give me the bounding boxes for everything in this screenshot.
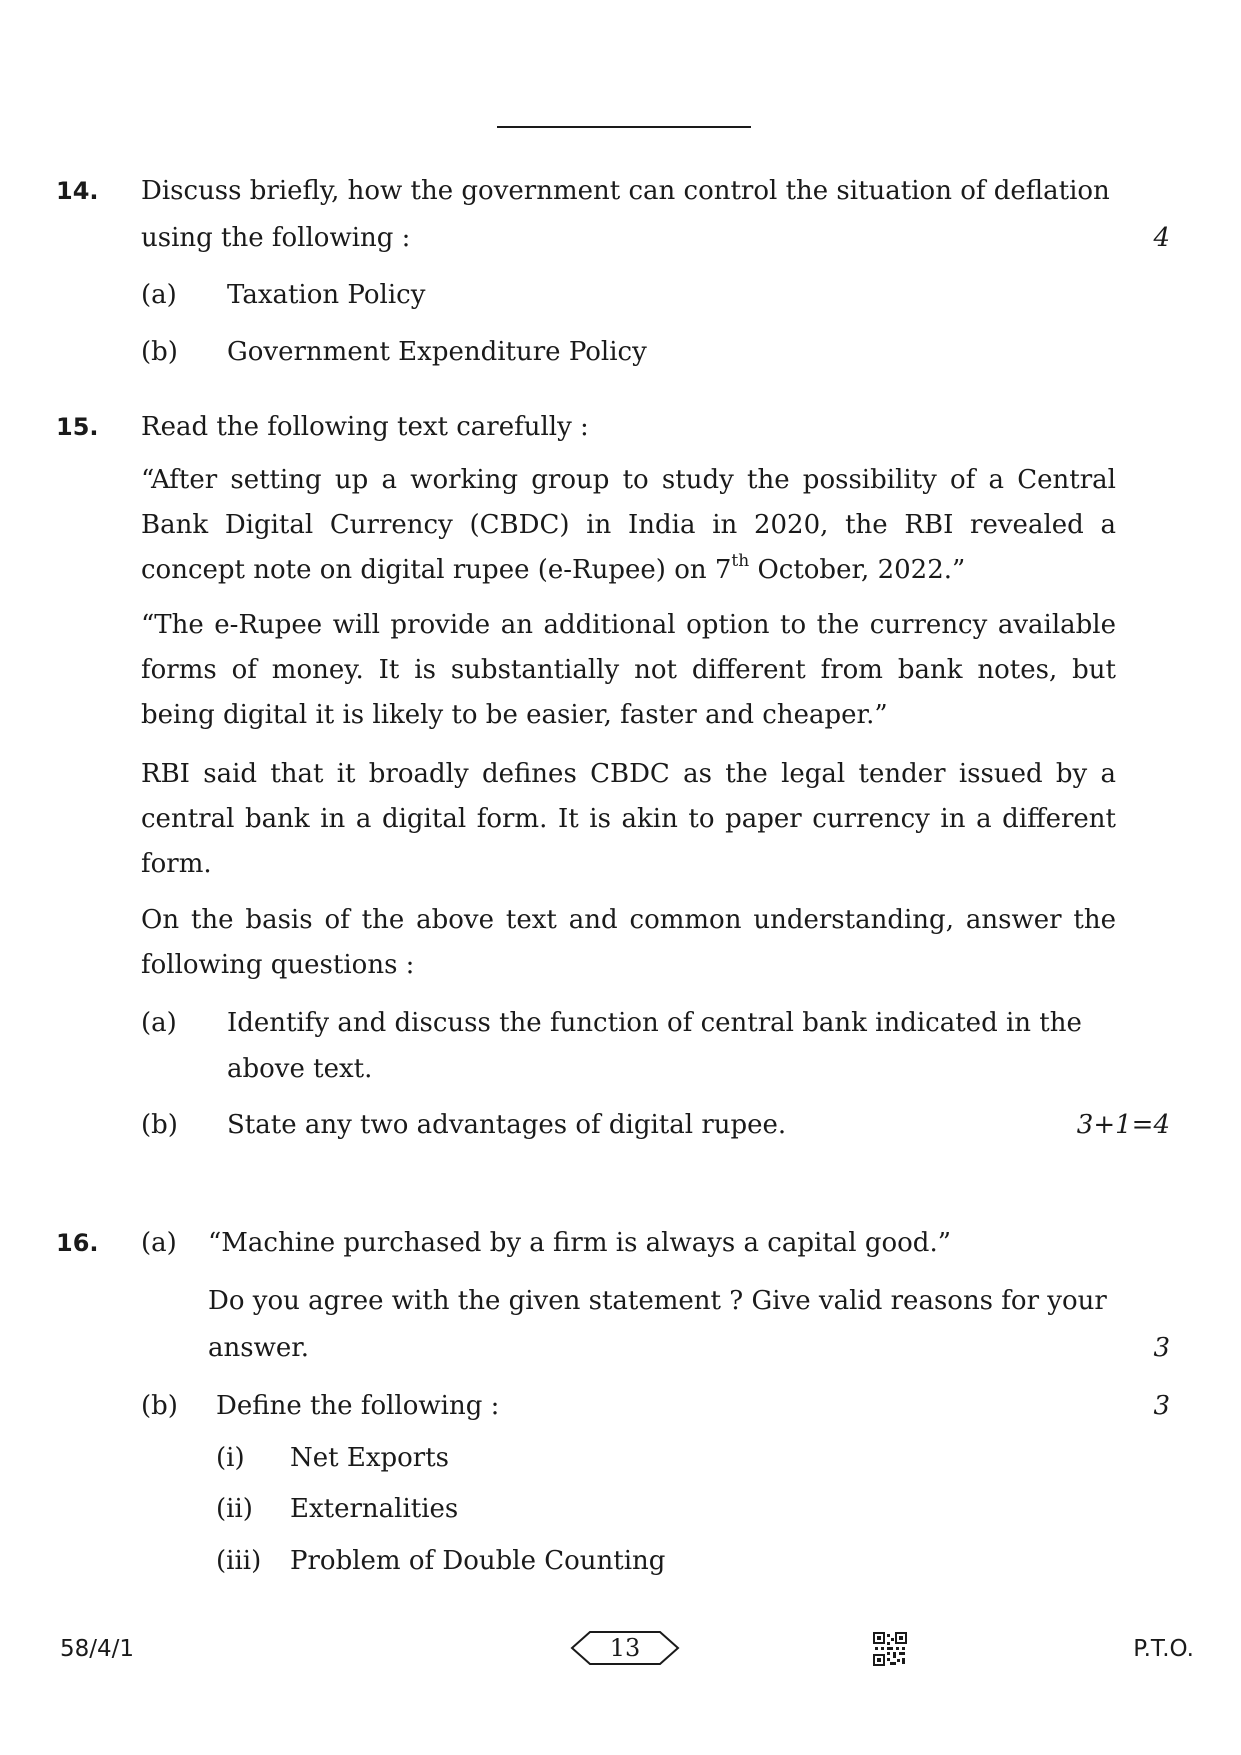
q16-b-label: (b) xyxy=(141,1391,178,1421)
q15-p1-justified: “After setting up a working group to study the possibility of a Central Bank Digital Currency (CBDC) in India in 2020, the RBI revealed a xyxy=(141,465,1116,540)
q16-sub-i-text: Net Exports xyxy=(290,1443,450,1473)
q16-number: 16. xyxy=(56,1229,99,1257)
q15-b-text: State any two advantages of digital rupee. xyxy=(227,1110,787,1140)
page-number: 13 xyxy=(609,1634,641,1662)
q14-item-b-text: Government Expenditure Policy xyxy=(227,337,647,367)
q14-item-a-label: (a) xyxy=(141,280,177,310)
top-rule xyxy=(497,126,751,128)
q15-p4-justified: On the basis of the above text and common understanding, answer the xyxy=(141,905,1116,935)
q15-a-label: (a) xyxy=(141,1008,177,1038)
page-number-badge xyxy=(570,1630,680,1666)
q16-b-marks: 3 xyxy=(1153,1391,1170,1421)
q14-item-a-text: Taxation Policy xyxy=(227,280,426,310)
q15-p4-last-line: following questions : xyxy=(141,950,415,980)
q15-p2-justified: “The e-Rupee will provide an additional option to the currency available forms of money. It is substantially not different from bank notes, but xyxy=(141,610,1116,685)
q16-a-quote: “Machine purchased by a firm is always a capital good.” xyxy=(208,1228,952,1258)
q15-p1-last-line xyxy=(141,548,1116,593)
paper-code: 58/4/1 xyxy=(60,1636,135,1662)
q14-item-b-label: (b) xyxy=(141,337,178,367)
q15-p3-justified: RBI said that it broadly defines CBDC as the legal tender issued by a central bank in a digital form. It is akin to paper currency in a different xyxy=(141,759,1116,834)
q14-marks: 4 xyxy=(1153,223,1170,253)
q16-a-marks: 3 xyxy=(1153,1333,1170,1363)
q16-a-label: (a) xyxy=(141,1228,177,1258)
q14-line1: Discuss briefly, how the government can control the situation of deflation xyxy=(141,176,1110,206)
q15-p1-last-text: concept note on digital rupee (e-Rupee) on 7 xyxy=(141,555,732,585)
q15-p1-superscript: th xyxy=(731,551,750,572)
q15-p3-last-line: form. xyxy=(141,849,212,879)
q15-p2-last-line: being digital it is likely to be easier, faster and cheaper.” xyxy=(141,700,888,730)
q15-paragraph-1 xyxy=(141,458,1116,593)
q15-paragraph-4 xyxy=(141,898,1116,988)
q16-a-line1: Do you agree with the given statement ? Give valid reasons for your xyxy=(208,1286,1107,1316)
q16-a-line2: answer. xyxy=(208,1333,310,1363)
q16-sub-ii-label: (ii) xyxy=(216,1494,253,1524)
q16-sub-iii-label: (iii) xyxy=(216,1546,262,1576)
q14-number: 14. xyxy=(56,177,99,205)
q15-marks: 3+1=4 xyxy=(1076,1110,1170,1140)
q16-b-text: Define the following : xyxy=(216,1391,500,1421)
q15-intro: Read the following text carefully : xyxy=(141,412,589,442)
q15-b-label: (b) xyxy=(141,1110,178,1140)
q15-a-line1: Identify and discuss the function of central bank indicated in the xyxy=(227,1008,1082,1038)
q15-number: 15. xyxy=(56,413,99,441)
please-turn-over: P.T.O. xyxy=(1133,1636,1194,1662)
q15-a-line2: above text. xyxy=(227,1054,373,1084)
q14-line2: using the following : xyxy=(141,223,411,253)
q16-sub-i-label: (i) xyxy=(216,1443,245,1473)
qr-code-icon xyxy=(873,1632,907,1666)
q15-p1-date-text: October, 2022.” xyxy=(749,555,966,585)
q16-sub-ii-text: Externalities xyxy=(290,1494,459,1524)
q15-paragraph-2 xyxy=(141,603,1116,738)
q16-sub-iii-text: Problem of Double Counting xyxy=(290,1546,666,1576)
q15-paragraph-3 xyxy=(141,752,1116,887)
